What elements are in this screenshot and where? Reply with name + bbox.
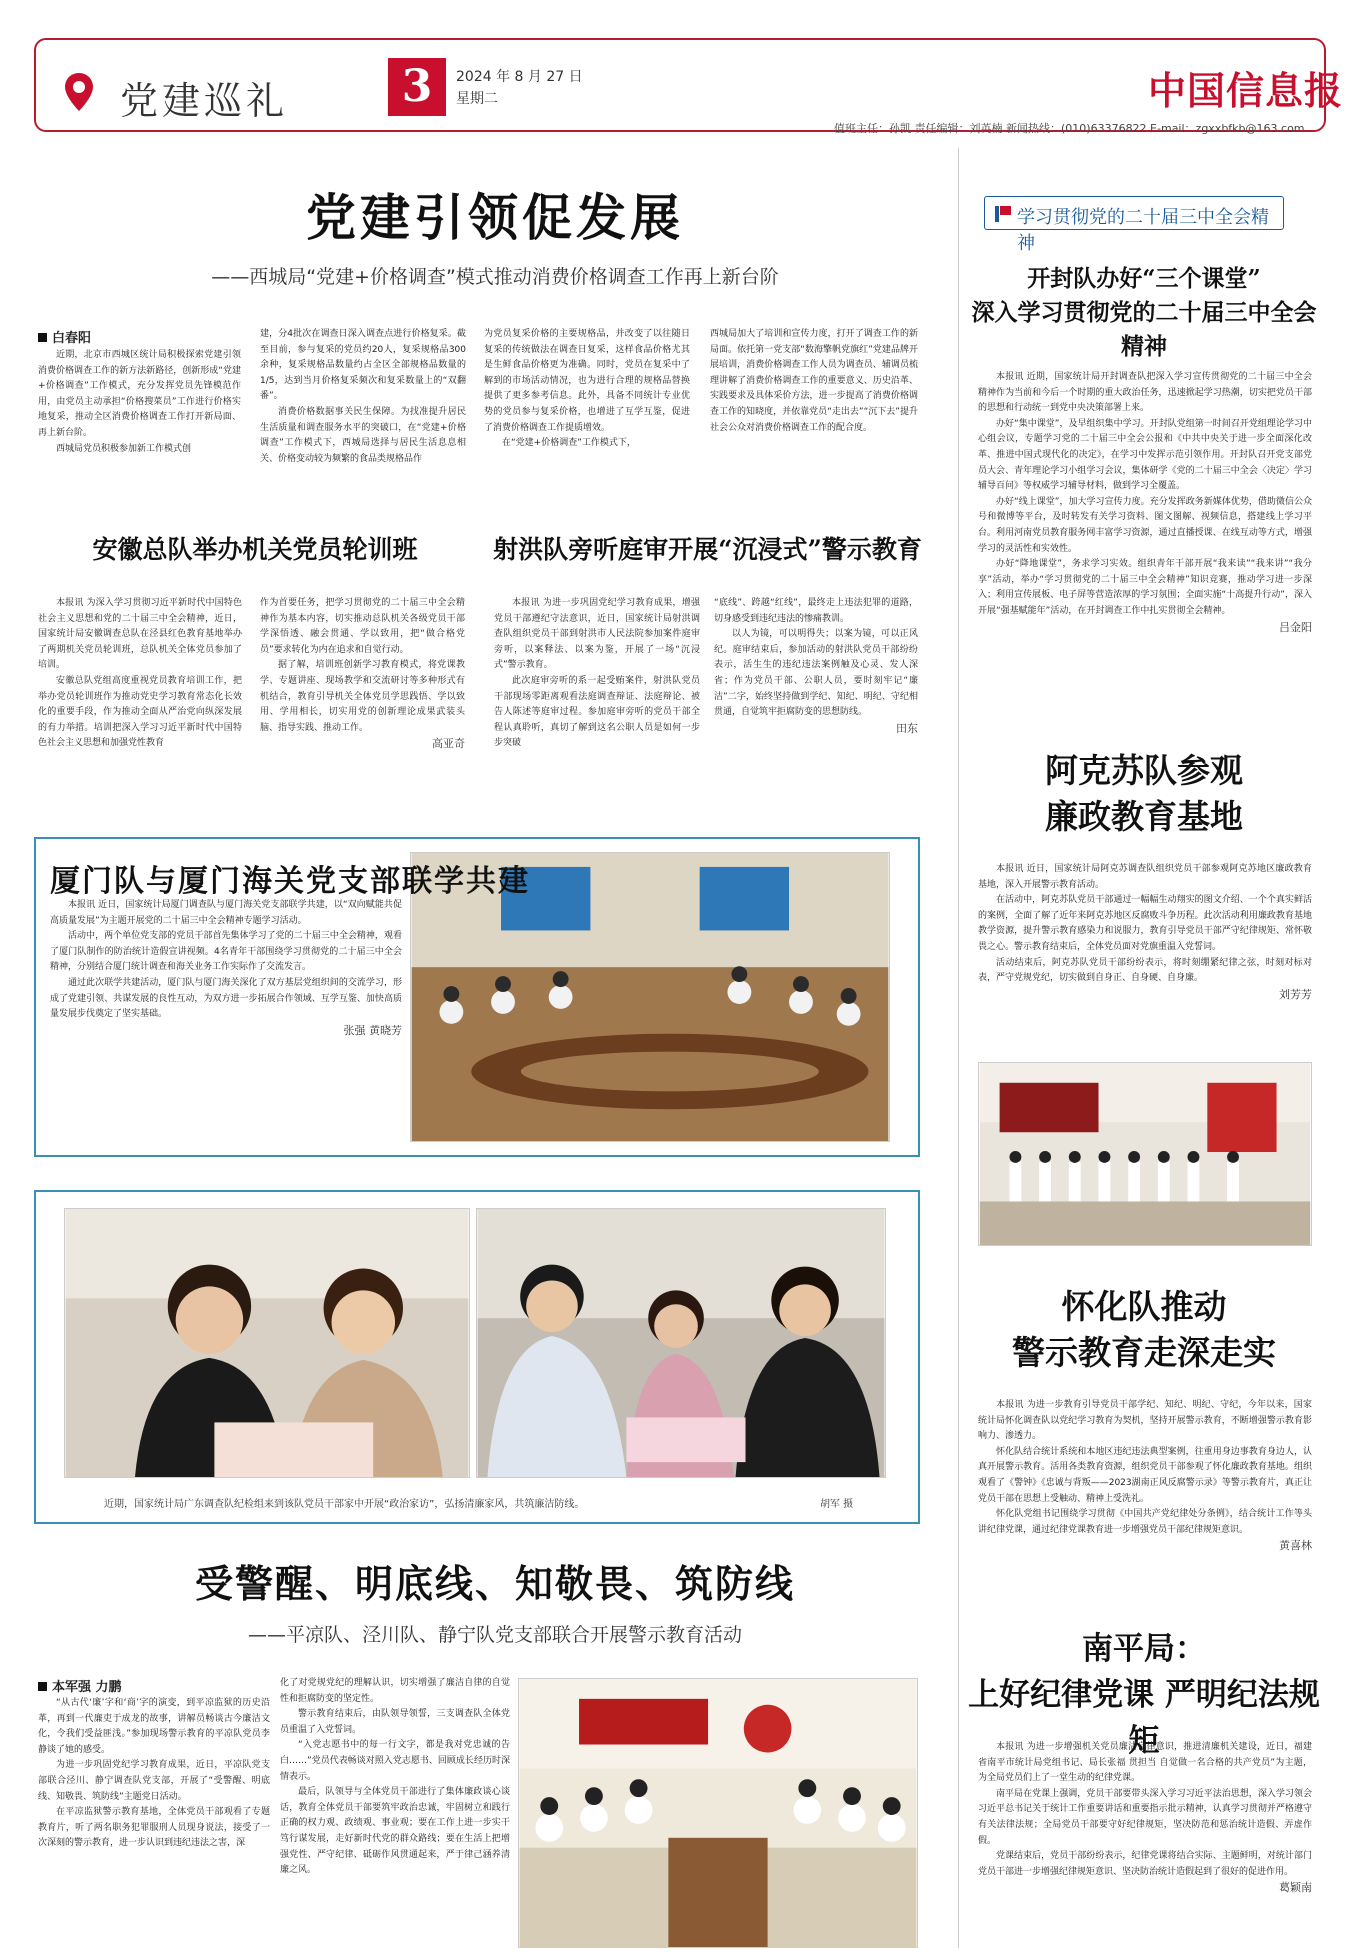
- jingxing-col-1: “从古代‘廉’字和‘商’字的演变，到平凉监狱的历史沿革，再到一代廉吏于成龙的故事，讲解员畅谈古今廉洁文化，令我们受益匪浅。”参加现场警示教育的平凉队党员李静谈了她的感受。 为进一步巩固党纪学习教育成果，近日，平凉队党支部联合泾川、静宁调查队党支部，开展了“受警醒、明底线、知敬畏、筑防线”主题党日活动。 在平凉监狱警示教育基地，全体党员干部观看了专题教育片，听了两名职务犯罪服刑人员现身说法，接受了一次深刻的警示教育，进一步认识到违纪违法之害，深: [38, 1698, 270, 1849]
- nanping-body: 本报讯 为进一步增强机关党员廉洁自律意识，推进清廉机关建设，近日，福建省南平市统计局党组书记、局长张福 贯担当 自觉做一名合格的共产党员”为主题，为全局党员们上了一堂生动的纪律党课。 南平局在党课上强调，党员干部要带头深入学习习近平法治思想，深入学习领会习近平总书记关于统计工作重要讲话和重要指示批示精神，认真学习贯彻并严格遵守有关法律法规；全局党员干部要守好纪律规矩，坚决防范和惩治统计造假、弄虚作假。 党课结束后，党员干部纷纷表示，纪律党课将结合实际、主题鲜明，对统计部门党员干部进一步增强纪律规矩意识、坚决防治统计造假起到了很好的促进作用。 葛颖南: [978, 1742, 1312, 1895]
- lead-col-2: 建，分4批次在调查日深入调查点进行价格复采。截至目前，参与复采的党员约20人，复采规格品300余种，复采规格品数量约占全区全部规格品数量的1/5，达到当月价格复采频次和复采数量上的“双翻番”。 消费价格数据事关民生保障。为找准提升居民生活质量和调查服务水平的突破口，在“党建+价格调查”工作模式下，西城局选择与居民生活息息相关、价格变动较为频繁的食品类规格品作: [260, 329, 466, 464]
- home-visit-photo-right: [476, 1208, 886, 1478]
- shehong-col-2: “底线”、跨越“红线”，最终走上违法犯罪的道路，切身感受到违纪违法的惨痛教训。 以人为镜，可以明得失；以案为镜，可以正风纪。庭审结束后，参加活动的射洪队党员干部纷纷表示，活生生的违纪违法案例触及心灵、发人深省；作为党员干部、公职人员，要时刻牢记“廉洁”二字，始终坚持做到学纪、知纪、明纪、守纪相贯通，自觉筑牢拒腐防变的思想防线。 田东: [714, 598, 918, 735]
- location-pin-icon: [64, 72, 94, 112]
- akesu-body: 本报讯 近日，国家统计局阿克苏调查队组织党员干部参观阿克苏地区廉政教育基地，深入开展警示教育活动。 在活动中，阿克苏队党员干部通过一幅幅生动翔实的图文介绍、一个个真实鲜活的案例，全面了解了近年来阿克苏地区反腐败斗争历程。此次活动利用廉政教育基地教学资源，提升警示教育感染力和说服力，教育引导党员干部严守纪律规矩、常怀敬畏之心。警示教育结束后，全体党员面对党旗重温入党誓词。 活动结束后，阿克苏队党员干部纷纷表示，将时刻绷紧纪律之弦，时刻对标对表，严守党规党纪，切实做到自身正、自身硬、自身廉。 刘芳芳: [978, 864, 1312, 1001]
- lead-col-1: 近期，北京市西城区统计局积极探索党建引领消费价格调查工作的新方法新路径，创新形成“党建+价格调查”工作模式，充分发挥党员先锋模范作用，由党员主动承担“价格搜菜员”工作进行价格实地复采，推动全区消费价格调查工作打开新局面、再上新台阶。 西城局党员积极参加新工作模式创: [38, 350, 241, 454]
- issue-date: 2024 年 8 月 27 日 星期二: [456, 69, 583, 107]
- home-visit-photo-left: [64, 1208, 470, 1478]
- section-title: 党建巡礼: [120, 79, 289, 123]
- editor-line: 值班主任：孙凯 责任编辑：刘英楠 新闻热线：(010)63376822 E-mail：zgxxbfkb@163.com: [834, 122, 1305, 135]
- photo-credit: 胡军 摄: [820, 1499, 854, 1510]
- anhui-col-2: 作为首要任务，把学习贯彻党的二十届三中全会精神作为基本内容，切实推动总队机关各级党员干部学深悟透、融会贯通、学以致用，把“做合格党员”要求转化为内在追求和自觉行动。 据了解，培训班创新学习教育模式，将党课教学、专题讲座、现场教学和交流研讨等多种形式有机结合，教育引导机关全体党员学思践悟、学以致用、学用相长，切实用党的创新理论成果武装头脑、指导实践、推动工作。 高亚奇: [260, 598, 465, 751]
- page-number: 3: [388, 58, 446, 116]
- sidebar-divider: [958, 148, 959, 1948]
- huaihua-title: 怀化队推动 警示教育走深走实: [1012, 1287, 1276, 1372]
- huaihua-body: 本报讯 为进一步教育引导党员干部学纪、知纪、明纪、守纪，今年以来，国家统计局怀化调查队以党纪学习教育为契机，坚持开展警示教育，不断增强警示教育影响力、渗透力。 怀化队结合统计系统和本地区违纪违法典型案例，往重用身边事教育身边人，认真开展警示教育。活用各类教育资源，组织党员干部参观了怀化廉政教育基地。组织观看了《警钟》《忠诚与背叛——2023湖南正风反腐警示录》等警示教育片，真正让党员干部在思想上受触动、精神上受洗礼。 怀化队党组书记围绕学习贯彻《中国共产党纪律处分条例》，结合统计工作等头讲纪律党课，通过纪律党课教育进一步增强党员干部纪律规矩意识。 黄喜林: [978, 1400, 1312, 1553]
- photo-caption: 近期，国家统计局广东调查队纪检组来到该队党员干部家中开展“政治家访”，弘扬清廉家风，共筑廉洁防线。: [104, 1499, 585, 1510]
- theme-tag: 学习贯彻党的二十届三中全会精神: [984, 196, 1284, 230]
- jingxing-col-2: 化了对党规党纪的理解认识，切实增强了廉洁自律的自觉性和拒腐防变的坚定性。 警示教育结束后，由队领导领誓，三支调查队全体党员重温了入党誓词。 “入党志愿书中的每一行文字，都是我对党忠诚的告白……”党员代表畅谈对照入党志愿书、回顾成长经历时深情表示。 最后，队领导与全体党员干部进行了集体廉政谈心谈话，教育全体党员干部要筑牢政治忠诚，牢固树立和践行正确的权力观、政绩观、事业观；要在工作上进一步实干笃行谋发展，走好新时代党的群众路线；要在生活上把增强党性、严守纪律、砥砺作风贯通起来，严于律己涵养清廉之风。: [280, 1678, 510, 1876]
- newspaper-brand: 中国信息报: [1148, 68, 1344, 113]
- lead-author: 白春阳: [38, 327, 91, 346]
- anhui-col-1: 本报讯 为深入学习贯彻习近平新时代中国特色社会主义思想和党的二十届三中全会精神，近日，国家统计局安徽调查总队在泾县红色教育基地举办了两期机关党员轮训班，总队机关全体党员参加了培训。 安徽总队党组高度重视党员教育培训工作，把举办党员轮训班作为推动党史学习教育常态化长效化的重要手段，作为推动全面从严治党向纵深发展的有力举措。培训把深入学习习近平新时代中国特色社会主义思想和加强党性教育: [38, 598, 242, 749]
- jingxing-subtitle: ——平凉队、泾川队、静宁队党支部联合开展警示教育活动: [247, 1624, 742, 1646]
- shehong-title: 射洪队旁听庭审开展“沉浸式”警示教育: [493, 535, 922, 564]
- lead-subtitle: ——西城局“党建+价格调查”模式推动消费价格调查工作再上新台阶: [211, 266, 779, 288]
- akesu-title: 阿克苏队参观 廉政教育基地: [1045, 751, 1243, 836]
- flag-icon: [993, 204, 1013, 224]
- jingxing-author: 本军强 力鹏: [38, 1676, 122, 1695]
- xiamen-title: 厦门队与厦门海关党支部联学共建: [50, 864, 530, 899]
- kaifeng-title: 开封队办好“三个课堂” 深入学习贯彻党的二十届三中全会精神: [971, 265, 1317, 360]
- anhui-title: 安徽总队举办机关党员轮训班: [92, 535, 418, 564]
- shehong-col-1: 本报讯 为进一步巩固党纪学习教育成果，增强党员干部遵纪守法意识，近日，国家统计局射洪调查队组织党员干部到射洪市人民法院参加案件庭审旁听，以案释法、以案为鉴，开展了一场“沉浸式”警示教育。 此次庭审旁听的系一起受贿案件，射洪队党员干部现场零距离观看法庭调查辩证、法庭辩论、被告人陈述等庭审过程。参加庭审旁听的党员干部全程认真聆听，真切了解到这名公职人员是如何一步步突破: [494, 598, 700, 749]
- xiamen-text: 本报讯 近日，国家统计局厦门调查队与厦门海关党支部联学共建，以“双向赋能共促高质量发展”为主题开展党的二十届三中全会精神专题学习活动。 活动中，两个单位党支部的党员干部首先集体学习了党的二十届三中全会精神，观看了厦门队制作的防治统计造假宣讲视频。4名青年干部围绕学习贯彻党的二十届三中全会精神，分别结合厦门统计调查和海关业务工作实际作了交流发言。 通过此次联学共建活动，厦门队与厦门海关深化了双方基层党组织间的交流学习，形成了党建引领、共谋发展的良性互动，为双方进一步拓展合作领域、互学互鉴、加快高质量发展步伐奠定了坚实基础。 张强 黄晓芳: [50, 900, 402, 1037]
- lead-col-4: 西城局加大了培训和宣传力度，打开了调查工作的新局面。依托第一党支部“数海擎帆党旗红”党建品牌开展培训，消费价格调查工作人员为调查员、辅调员梳理讲解了消费价格调查工作的重要意义、历史沿革、实践要求及具体采价方法，进一步提高了消费价格调查工作的知晓度，并依靠党员“走出去”“沉下去”提升社会公众对消费价格调查工作的配合度。: [710, 329, 918, 433]
- lead-title: 党建引领促发展: [306, 188, 684, 247]
- nanping-title: 南平局： 上好纪律党课 严明纪法规矩: [968, 1631, 1320, 1759]
- kaifeng-body: 本报讯 近期，国家统计局开封调查队把深入学习宣传贯彻党的二十届三中全会精神作为当前和今后一个时期的重大政治任务，迅速掀起学习热潮，切实把党员干部的思想和行动统一到党中央决策部署上来。 办好“集中课堂”，及早组织集中学习。开封队党组第一时间召开党组理论学习中心组会议，专题学习党的二十届三中全会公报和《中共中央关于进一步全面深化改革、推进中国式现代化的决定》，在学习中发挥示范引领作用。开封队召开党支部党员大会、青年理论学习小组学习会议，集体研学《党的二十届三中全会〈决定〉学习辅导百问》等权威学习辅导材料，做到学习全覆盖。 办好“线上课堂”，加大学习宣传力度。充分发挥政务新媒体优势，借助微信公众号和微博等平台，及时转发有关学习资料、图文图解、视频信息，搭建线上学习平台。利用河南党员教育服务网丰富学习资源，通过直播授课、在线互动等方式，增强学习的灵活性和实效性。 办好“降地课堂”，务求学习实效。组织青年干部开展“我来读”“我来讲”“我分享”活动，举办“学习贯彻党的二十届三中全会精神”知识竞赛，推动学习进一步深入；利用宣传展板、电子屏等营造浓厚的学习氛围；全面实施“十高提升行动”，深入开展“强基赋能年”活动，在开封调查工作中扎实贯彻全会精神。 吕金阳: [978, 372, 1312, 634]
- warning-education-meeting-photo: [518, 1678, 918, 1948]
- lead-col-3: 为党员复采价格的主要规格品，并改变了以往随日复采的传统做法在调查日复采，这样食品价格尤其是生鲜食品价格更为准确。同时，党员在复采中了解到的市场活动情况，也为进行合理的规格品替换提供了更多参考信息。此外，具备不同统计专业优势的党员参与复采价格，也增进了互学互鉴，促进了消费价格调查工作提质增效。 在“党建+价格调查”工作模式下，: [484, 329, 690, 449]
- jingxing-title: 受警醒、明底线、知敬畏、筑防线: [194, 1561, 795, 1606]
- akesu-oath-photo: [978, 1062, 1312, 1246]
